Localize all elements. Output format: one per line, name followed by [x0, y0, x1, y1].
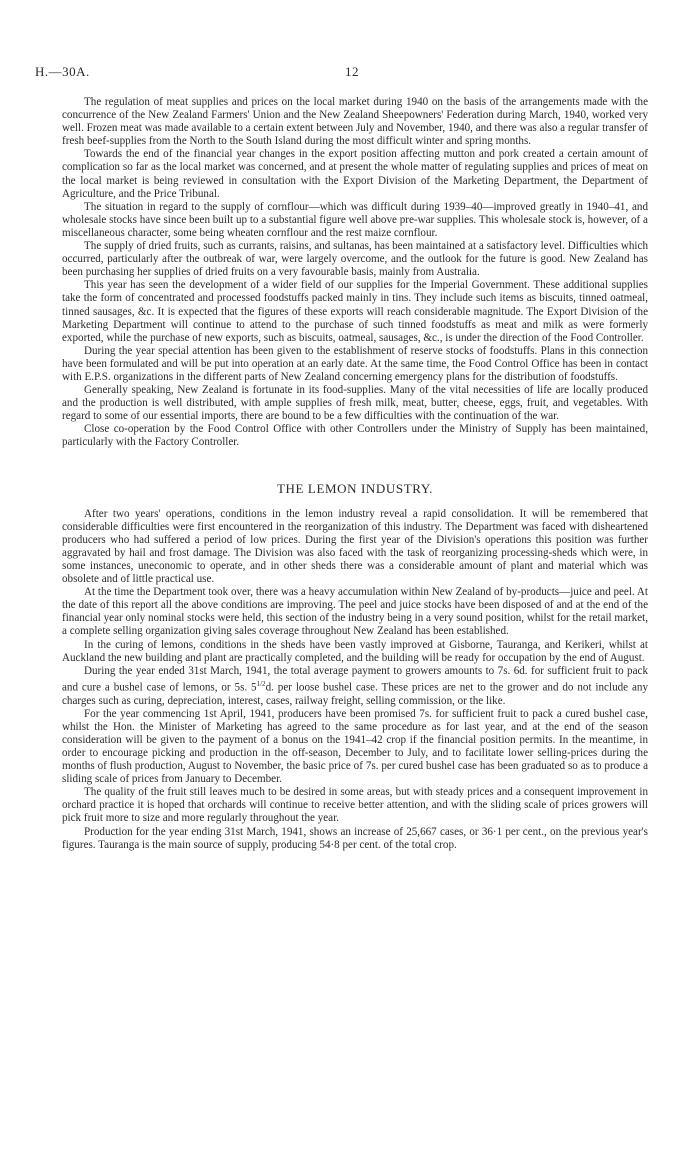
paragraph: The situation in regard to the supply of cornflour—which was difficult during 1939–40—improved greatly in 1940–41, and wholesale stocks have since been built up to a substantial figure well above pre-war supplies. This wholesale stock is, however, of a miscellaneous character, some being wheaten cornflour and the rest maize cornflour. [62, 200, 648, 239]
page-number: 12 [345, 64, 359, 79]
paragraph: For the year commencing 1st April, 1941, producers have been promised 7s. for sufficient fruit to pack a cured bushel case, whilst the Hon. the Minister of Marketing has agreed to the same procedure as for last year, and at the end of the season consideration will be given to the payment of a bonus on the 1941–42 crop if the financial position permits. In the meantime, in order to encourage picking and production in the off-season, December to July, and to facilitate lower selling-prices during the months of flush production, August to November, the basic price of 7s. per cured bushel case has been graduated so as to produce a sliding scale of prices from January to December. [62, 707, 648, 786]
paragraph-payment [62, 665, 648, 708]
fraction: 1/2 [256, 679, 266, 688]
paragraph: Generally speaking, New Zealand is fortunate in its food-supplies. Many of the vital necessities of life are locally produced and the production is well distributed, with ample supplies of fresh milk, meat, butter, cheese, eggs, fruit, and vegetables. With regard to some of our essential imports, there are bound to be a few difficulties with the continuation of the war. [62, 384, 648, 423]
paragraph: The quality of the fruit still leaves much to be desired in some areas, but with steady prices and a consequent improvement in orchard practice it is hoped that orchards will continue to receive better attention, and with the sliding scale of prices growers will pick fruit more to size and more regularly throughout the year. [62, 786, 648, 825]
paragraph: At the time the Department took over, there was a heavy accumulation within New Zealand of by-products—juice and peel. At the date of this report all the above conditions are improving. The peel and juice stocks have been disposed of and at the end of the financial year only nominal stocks were held, this section of the industry being in a very sound position, whilst for the retail market, a complete selling organization giving sales coverage throughout New Zealand has been established. [62, 586, 648, 638]
payment-text-start: During the year ended 31st March, 1941, the total average payment to growers amounts to 7s. 6d. for sufficient fruit to pack and cure a bushel case of lemons, or 5s. 5 [62, 664, 648, 694]
section-heading: THE LEMON INDUSTRY. [277, 480, 433, 496]
document-body [62, 96, 648, 852]
report-reference: H.—30A. [35, 64, 90, 79]
paragraph: Production for the year ending 31st March, 1941, shows an increase of 25,667 cases, or 36·1 per cent., on the previous year's figures. Tauranga is the main source of supply, producing 54·8 per cent. of the total crop. [62, 825, 648, 851]
payment-text-end: d. per loose bushel case. These prices are net to the grower and do not include any charges such as curing, depreciation, interest, cases, railway freight, selling commission, or the like. [62, 681, 648, 707]
paragraph: After two years' operations, conditions in the lemon industry reveal a rapid consolidation. It will be remembered that considerable difficulties were first encountered in the reorganization of this industry. The Department was faced with disheartened producers who had suffered a period of low prices. During the first year of the Division's operations this position was further aggravated by hail and frost damage. The Division was also faced with the task of reorganizing processing-sheds which were, in some instances, uneconomic to operate, and in other sheds there was a considerable amount of plant and material which was obsolete and of little practical use. [62, 507, 648, 586]
page-header [35, 64, 660, 82]
paragraph: The regulation of meat supplies and prices on the local market during 1940 on the basis of the arrangements made with the concurrence of the New Zealand Farmers' Union and the New Zealand Sheepowners' Federation during March, 1940, worked very well. Frozen meat was made available to a certain extent between July and November, 1940, and there was also a regular transfer of fresh beef-supplies from the North to the South Island during the most difficult winter and spring months. [62, 96, 648, 148]
paragraph: In the curing of lemons, conditions in the sheds have been vastly improved at Gisborne, Tauranga, and Kerikeri, whilst at Auckland the new building and plant are practically completed, and the building will be ready for occupation by the end of August. [62, 638, 648, 664]
paragraph: Towards the end of the financial year changes in the export position affecting mutton and pork created a certain amount of complication so far as the local market was concerned, and at present the whole matter of regulating supplies and prices of meat on the local market is being reviewed in consultation with the Export Division of the Marketing Department, the Department of Agriculture, and the Price Tribunal. [62, 148, 648, 200]
paragraph: Close co-operation by the Food Control Office with other Controllers under the Ministry of Supply has been maintained, particularly with the Factory Controller. [62, 423, 648, 449]
paragraph: The supply of dried fruits, such as currants, raisins, and sultanas, has been maintained at a satisfactory level. Difficulties which occurred, particularly after the outbreak of war, were largely overcome, and the outlook for the future is good. New Zealand has been purchasing her supplies of dried fruits on a very favourable basis, mainly from Australia. [62, 240, 648, 279]
paragraph: During the year special attention has been given to the establishment of reserve stocks of foodstuffs. Plans in this connection have been formulated and will be put into operation at an early date. At the same time, the Food Control Office has been in contact with E.P.S. organizations in the different parts of New Zealand concerning emergency plans for the distribution of foodstuffs. [62, 344, 648, 383]
paragraph: This year has seen the development of a wider field of our supplies for the Imperial Government. These additional supplies take the form of concentrated and processed foodstuffs packed mainly in tins. They include such items as biscuits, tinned oatmeal, tinned sausages, &c. It is expected that the figures of these exports will reach considerable magnitude. The Export Division of the Marketing Department will continue to attend to the purchase of such tinned foodstuffs as meat and milk as were formerly exported, while the purchase of new exports, such as biscuits, oatmeal, sausages, &c., is under the direction of the Food Controller. [62, 279, 648, 344]
